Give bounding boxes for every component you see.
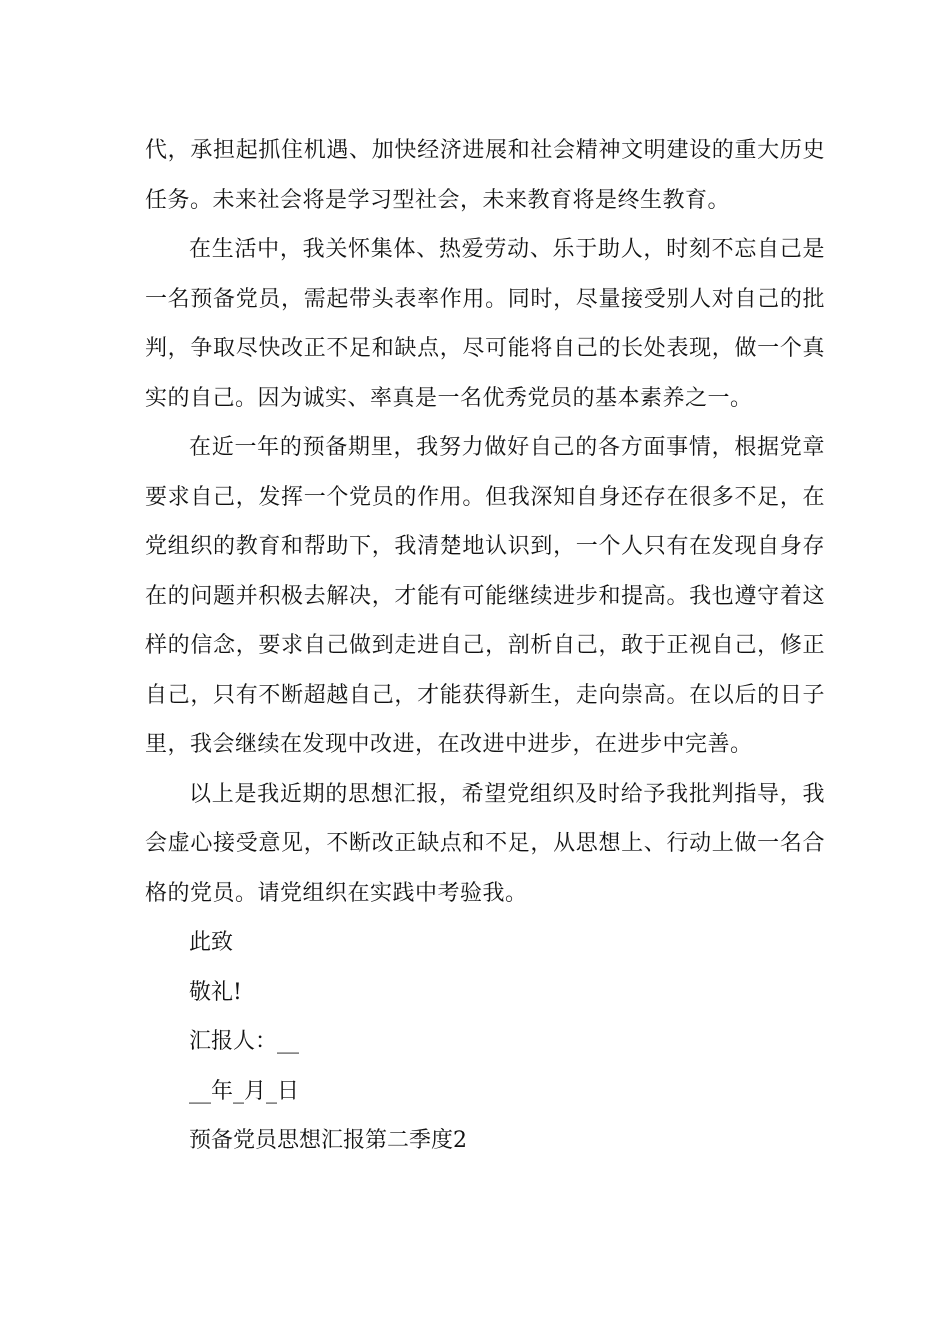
paragraph-conclusion: 以上是我近期的思想汇报，希望党组织及时给予我批判指导，我会虚心接受意见，不断改正缺点和不足，从思想上、行动上做一名合格的党员。请党组织在实践中考验我。 — [145, 781, 825, 906]
paragraph-probation-period: 在近一年的预备期里，我努力做好自己的各方面事情，根据党章要求自己，发挥一个党员的作用。但我深知自身还存在很多不足，在党组织的教育和帮助下，我清楚地认识到，一个人只有在发现自身存在的问题并积极去解决，才能有可能继续进步和提高。我也遵守着这样的信念，要求自己做到走进自己，剖析自己，敢于正视自己，修正自己，只有不断超越自己，才能获得新生，走向崇高。在以后的日子里，我会继续在发现中改进，在改进中进步，在进步中完善。 — [145, 435, 825, 757]
salutation: 敬礼! — [189, 979, 242, 1005]
paragraph-daily-life: 在生活中，我关怀集体、热爱劳动、乐于助人，时刻不忘自己是一名预备党员，需起带头表率作用。同时，尽量接受别人对自己的批判，争取尽快改正不足和缺点，尽可能将自己的长处表现，做一个真实的自己。因为诚实、率真是一名优秀党员的基本素养之一。 — [145, 237, 825, 411]
closing-phrase: 此致 — [189, 930, 234, 955]
reporter-line: 汇报人：__ — [189, 1029, 300, 1054]
next-section-title: 预备党员思想汇报第二季度2 — [189, 1128, 467, 1153]
paragraph-continuation: 代，承担起抓住机遇、加快经济进展和社会精神文明建设的重大历史任务。未来社会将是学习型社会，未来教育将是终生教育。 — [145, 138, 825, 213]
document-body — [145, 126, 825, 1166]
date-line: __年_月_日 — [189, 1078, 300, 1104]
